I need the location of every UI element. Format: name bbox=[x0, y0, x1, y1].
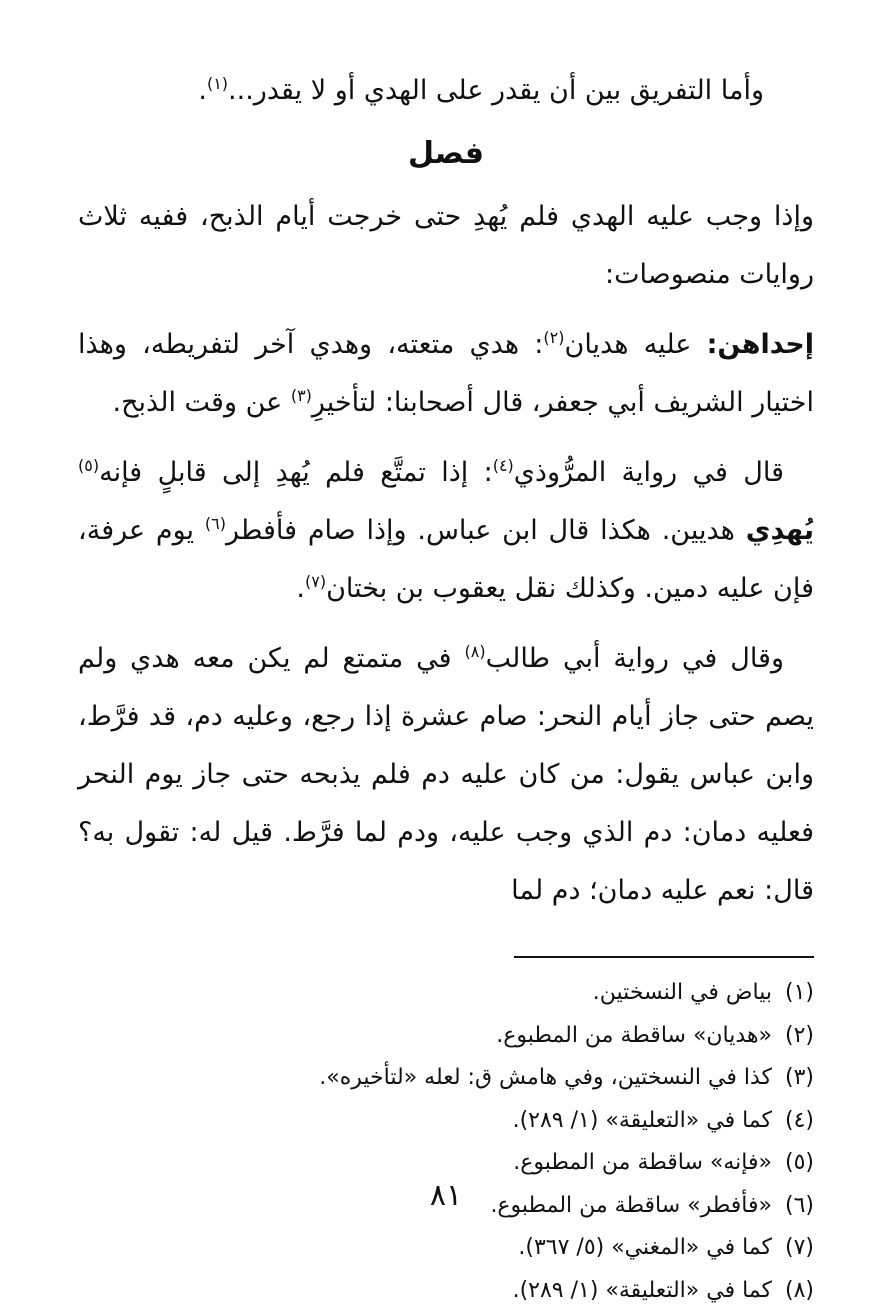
footnote-ref-6: (٦) bbox=[205, 514, 226, 533]
footnote-number: (٤) bbox=[772, 1100, 814, 1143]
paragraph-4-part1: وقال في رواية أبي طالب bbox=[486, 643, 784, 674]
footnote-text: بياض في النسختين. bbox=[593, 980, 772, 1005]
paragraph-3-part2: : إذا تمتَّع فلم يُهدِ إلى قابلٍ فإنه bbox=[99, 457, 493, 488]
footnote-number: (٦) bbox=[772, 1185, 814, 1228]
intro-text: وأما التفريق بين أن يقدر على الهدي أو لا يقدر... bbox=[228, 75, 764, 106]
footnote-item bbox=[78, 1227, 814, 1270]
footnote-number: (٧) bbox=[772, 1227, 814, 1270]
footnote-item bbox=[78, 1015, 814, 1058]
paragraph-3-part4: يوم عرفة، فإن عليه دمين. وكذلك نقل يعقوب بن بختان bbox=[78, 515, 814, 604]
paragraph-3-part5: . bbox=[296, 573, 305, 604]
footnote-ref-8: (٨) bbox=[464, 642, 485, 661]
footnote-ref-5: (٥) bbox=[78, 456, 99, 475]
intro-line bbox=[78, 60, 814, 122]
footnote-text: «فأفطر» ساقطة من المطبوع. bbox=[490, 1193, 772, 1218]
footnote-ref-2: (٢) bbox=[543, 328, 564, 347]
paragraph-2-part1: عليه هديان bbox=[565, 329, 707, 360]
footnote-text: «فإنه» ساقطة من المطبوع. bbox=[513, 1150, 772, 1175]
paragraph-3-emphasis: يُهدِي bbox=[746, 515, 814, 546]
paragraph-3-part1: قال في رواية المرُّوذي bbox=[514, 457, 784, 488]
section-heading: فصل bbox=[78, 126, 814, 182]
paragraph-2-lead: إحداهن: bbox=[707, 329, 814, 360]
footnotes-list bbox=[78, 972, 814, 1312]
footnote-number: (٨) bbox=[772, 1270, 814, 1312]
footnote-text: كما في «المغني» (٥/ ٣٦٧). bbox=[518, 1235, 772, 1260]
footnote-text: «هديان» ساقطة من المطبوع. bbox=[496, 1023, 772, 1048]
paragraph-4-part2: في متمتع لم يكن معه هدي ولم يصم حتى جاز أيام النحر: صام عشرة إذا رجع، وعليه دم، قد فرَّط، وابن عباس يقول: من كان عليه دم فلم يذبحه حتى جاز يوم النحر فعليه دمان: دم الذي وجب عليه، ودم لما فرَّط. قيل له: تقول به؟ قال: نعم عليه دمان؛ دم لما bbox=[78, 643, 814, 906]
footnote-text: كما في «التعليقة» (١/ ٢٨٩). bbox=[513, 1108, 772, 1133]
footnote-ref-4: (٤) bbox=[493, 456, 514, 475]
paragraph-2-part3: عن وقت الذبح. bbox=[113, 387, 291, 418]
page-number: ٨١ bbox=[0, 1178, 892, 1213]
footnote-item bbox=[78, 1100, 814, 1143]
paragraph-3 bbox=[78, 444, 814, 618]
footnote-number: (١) bbox=[772, 972, 814, 1015]
footnote-item bbox=[78, 1270, 814, 1312]
footnote-number: (٥) bbox=[772, 1142, 814, 1185]
intro-end: . bbox=[198, 75, 207, 106]
paragraph-1: وإذا وجب عليه الهدي فلم يُهدِ حتى خرجت أيام الذبح، ففيه ثلاث روايات منصوصات: bbox=[78, 188, 814, 304]
footnote-ref-1: (١) bbox=[207, 74, 228, 93]
footnote-item bbox=[78, 1057, 814, 1100]
footnote-number: (٣) bbox=[772, 1057, 814, 1100]
footnote-ref-7: (٧) bbox=[305, 572, 326, 591]
paragraph-2 bbox=[78, 316, 814, 432]
paragraph-4 bbox=[78, 630, 814, 920]
footnote-ref-3: (٣) bbox=[291, 386, 312, 405]
footnote-divider bbox=[514, 956, 814, 958]
book-page bbox=[78, 60, 814, 1240]
footnote-item bbox=[78, 972, 814, 1015]
footnote-text: كذا في النسختين، وفي هامش ق: لعله «لتأخيره». bbox=[319, 1065, 772, 1090]
footnote-text: كما في «التعليقة» (١/ ٢٨٩). bbox=[513, 1278, 772, 1303]
footnote-number: (٢) bbox=[772, 1015, 814, 1058]
paragraph-2-part2: : هدي متعته، وهدي آخر لتفريطه، وهذا اختيار الشريف أبي جعفر، قال أصحابنا: لتأخيرِ bbox=[78, 329, 814, 418]
paragraph-3-part3: هديين. هكذا قال ابن عباس. وإذا صام فأفطر bbox=[226, 515, 746, 546]
